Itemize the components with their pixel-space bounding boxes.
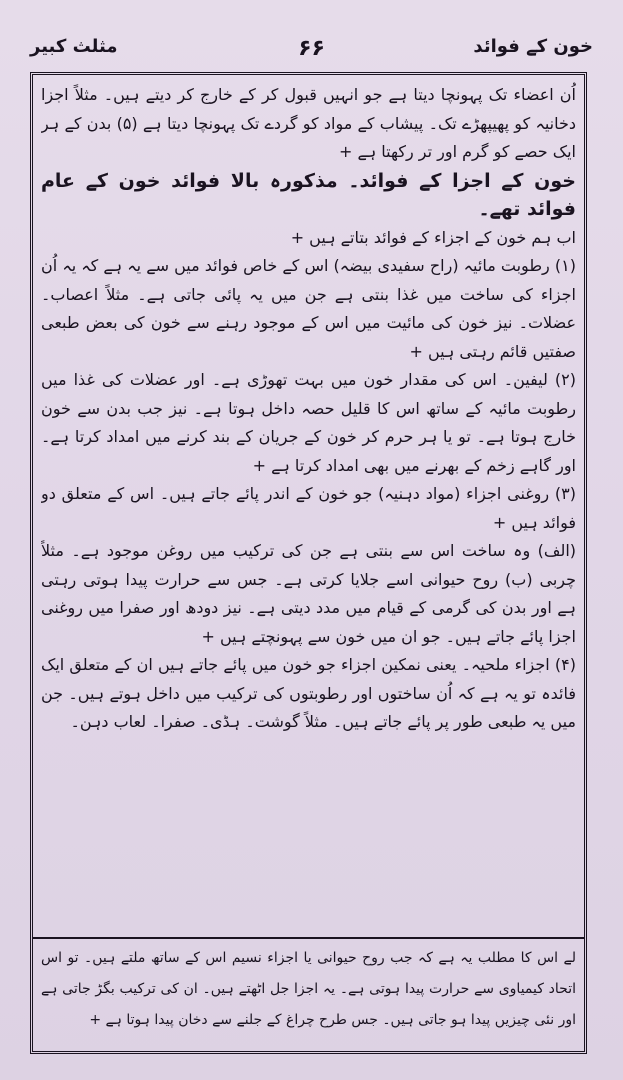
paragraph: اُن اعضاء تک پہونچا دیتا ہے جو انہیں قبول کر کے خارج کر دیتے ہیں۔ مثلاً اجزا دخانیہ کو پھیپھڑے تک۔ پیشاب کے مواد کو گردے تک پہونچا دیتا ہے (۵) بدن کے ہر ایک حصے کو گرم اور تر رکھتا ہے + xyxy=(41,85,576,161)
paragraph: (۴) اجزاء ملحیہ۔ یعنی نمکین اجزاء جو خون میں پائے جاتے ہیں ان کے متعلق ایک فائدہ تو یہ ہے کہ اُن ساختوں اور رطوبتوں کی ترکیب میں داخل ہوتے ہیں۔ جن میں یہ طبعی طور پر پائے جاتے ہیں۔ مثلاً گوشت۔ ہڈی۔ صفرا۔ لعاب دہن۔ xyxy=(41,655,576,731)
page-number: ۶۶ xyxy=(298,36,325,61)
paragraph: (۳) روغنی اجزاء (مواد دہنیہ) جو خون کے اندر پائے جاتے ہیں۔ اس کے متعلق دو فوائد ہیں + xyxy=(41,484,576,532)
page-header xyxy=(30,30,593,70)
footnote-text: لے اس کا مطلب یہ ہے کہ جب روح حیوانی یا اجزاء نسیم اس کے ساتھ ملتے ہیں۔ تو اس اتحاد کیمیاوی سے حرارت پیدا ہوتی ہے۔ یہ اجزا جل اٹھتے ہیں۔ ان کی ترکیب بگڑ جاتی ہے اور نئی چیزیں پیدا ہو جاتی ہیں۔ جس طرح چراغ کے جلنے سے دخان پیدا ہوتا ہے + xyxy=(41,950,576,1028)
text-frame xyxy=(30,72,587,1054)
header-book-title: مثلث کبیر xyxy=(30,36,118,57)
footnote xyxy=(41,943,576,1047)
section-heading: خون کے اجزا کے فوائد۔ مذکورہ بالا فوائد خون کے عام فوائد تھے۔ xyxy=(41,169,576,220)
paragraph: (الف) وہ ساخت اس سے بنتی ہے جن کی ترکیب میں روغن موجود ہے۔ مثلاً چربی (ب) روح حیوانی اسے جلایا کرتی ہے۔ جس سے حرارت پیدا ہوتی رہتی ہے اور بدن کی گرمی کے قیام میں مدد دیتی ہے۔ نیز دودھ اور صفرا میں روغنی اجزا پائے جاتے ہیں۔ جو ان میں خون سے پہونچتے ہیں + xyxy=(41,541,576,646)
paragraph: اب ہم خون کے اجزاء کے فوائد بتاتے ہیں + xyxy=(290,227,576,247)
main-text xyxy=(41,81,576,933)
paragraph: (۱) رطوبت مائیہ (راح سفیدی بیضہ) اس کے خاص فوائد میں سے یہ ہے کہ یہ اُن اجزاء کی ساخت میں غذا بنتی ہے جن میں یہ پائی جاتی ہے۔ مثلاً اعصاب۔ عضلات۔ نیز خون کی مائیت میں اس کے موجود رہنے سے خون کی بعض طبعی صفتیں قائم رہتی ہیں + xyxy=(41,256,576,361)
paragraph: (۲) لیفین۔ اس کی مقدار خون میں بہت تھوڑی ہے۔ اور عضلات کی غذا میں رطوبت مائیہ کے ساتھ اس کا قلیل حصہ داخل ہوتا ہے۔ نیز جب بدن سے خون خارج ہوتا ہے۔ تو یا ہر حرم کر خون کے جریان کے بند کرنے میں امداد کرتا ہے۔ اور گاہے زخم کے بھرنے میں بھی امداد کرتا ہے + xyxy=(41,370,576,475)
footnote-divider xyxy=(33,937,584,939)
header-chapter-title: خون کے فوائد xyxy=(473,36,593,57)
